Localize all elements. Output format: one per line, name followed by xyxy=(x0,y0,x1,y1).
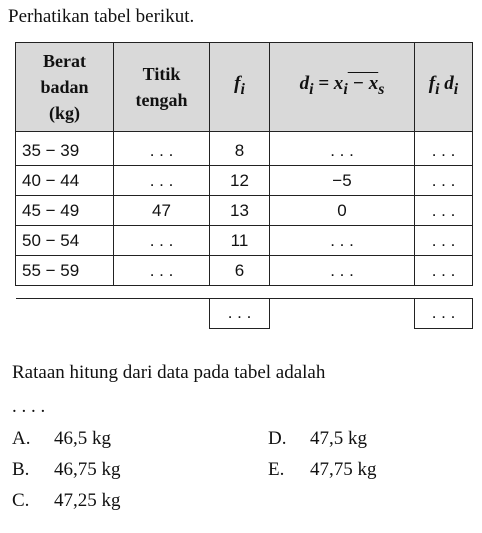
cell-deviation: 0 xyxy=(270,196,415,226)
table-header-row xyxy=(16,43,473,132)
spacer-cell xyxy=(415,286,473,299)
header-di-bar-sub: s xyxy=(378,80,385,98)
cell-fd: . . . xyxy=(415,196,473,226)
total-empty xyxy=(114,299,210,329)
total-empty xyxy=(16,299,114,329)
header-di-sub: i xyxy=(309,80,314,98)
header-line: badan xyxy=(40,77,89,97)
table-row xyxy=(16,256,473,286)
cell-midpoint: 47 xyxy=(114,196,210,226)
header-berat-badan xyxy=(16,43,114,132)
question-dots: . . . . xyxy=(12,396,46,417)
table-row xyxy=(16,226,473,256)
option-c[interactable] xyxy=(12,490,121,512)
table-row xyxy=(16,166,473,196)
header-di xyxy=(270,43,415,132)
option-text: 47,75 kg xyxy=(310,459,377,480)
cell-deviation: . . . xyxy=(270,256,415,286)
cell-frequency: 8 xyxy=(210,132,270,166)
cell-midpoint: . . . xyxy=(114,256,210,286)
header-titik-tengah xyxy=(114,43,210,132)
total-fd: . . . xyxy=(415,299,473,329)
option-b[interactable] xyxy=(12,459,121,481)
cell-deviation: . . . xyxy=(270,132,415,166)
table-total-row xyxy=(16,299,473,329)
option-a[interactable] xyxy=(12,428,111,450)
header-fidi-f: f xyxy=(428,73,436,95)
header-line: tengah xyxy=(135,90,188,110)
option-text: 46,75 kg xyxy=(54,459,121,480)
cell-frequency: 12 xyxy=(210,166,270,196)
cell-interval: 40 − 44 xyxy=(16,166,114,196)
table-spacer xyxy=(16,286,473,299)
cell-interval: 45 − 49 xyxy=(16,196,114,226)
table-row xyxy=(16,196,473,226)
frequency-table xyxy=(15,42,473,329)
header-fi-sub: i xyxy=(240,80,245,98)
header-fi-main: f xyxy=(234,73,241,95)
header-fidi-d-sub: i xyxy=(453,80,459,98)
option-e[interactable] xyxy=(268,459,377,481)
header-fidi xyxy=(415,43,473,132)
header-fi xyxy=(210,43,270,132)
cell-frequency: 13 xyxy=(210,196,270,226)
option-text: 47,25 kg xyxy=(54,490,121,511)
header-line: (kg) xyxy=(49,103,80,123)
spacer-cell xyxy=(270,286,415,299)
cell-fd: . . . xyxy=(415,166,473,196)
header-line: Titik xyxy=(142,64,181,84)
header-di-eq-sub: i xyxy=(343,80,348,98)
cell-deviation: −5 xyxy=(270,166,415,196)
intro-text: Perhatikan tabel berikut. xyxy=(8,6,195,27)
option-label: C. xyxy=(12,490,30,511)
cell-frequency: 6 xyxy=(210,256,270,286)
option-label: D. xyxy=(268,428,287,449)
cell-interval: 35 − 39 xyxy=(16,132,114,166)
option-text: 46,5 kg xyxy=(54,428,111,449)
cell-fd: . . . xyxy=(415,256,473,286)
total-empty xyxy=(270,299,415,329)
header-di-minus: − x xyxy=(347,73,379,95)
spacer-cell xyxy=(16,286,114,299)
cell-fd: . . . xyxy=(415,132,473,166)
total-frequency: . . . xyxy=(210,299,270,329)
cell-midpoint: . . . xyxy=(114,166,210,196)
cell-interval: 50 − 54 xyxy=(16,226,114,256)
question-text xyxy=(12,356,472,424)
header-fidi-d: d xyxy=(439,73,454,95)
cell-interval: 55 − 59 xyxy=(16,256,114,286)
cell-fd: . . . xyxy=(415,226,473,256)
option-label: A. xyxy=(12,428,31,449)
header-fidi-f-sub: i xyxy=(435,80,440,98)
cell-midpoint: . . . xyxy=(114,132,210,166)
cell-deviation: . . . xyxy=(270,226,415,256)
header-line: Berat xyxy=(43,51,86,71)
option-text: 47,5 kg xyxy=(310,428,367,449)
option-d[interactable] xyxy=(268,428,367,450)
table-row xyxy=(16,132,473,166)
header-di-main: d xyxy=(299,73,310,95)
header-di-eq: = x xyxy=(313,73,344,95)
option-label: B. xyxy=(12,459,30,480)
spacer-cell xyxy=(210,286,270,299)
spacer-cell xyxy=(114,286,210,299)
option-label: E. xyxy=(268,459,285,480)
cell-frequency: 11 xyxy=(210,226,270,256)
question-sentence: Rataan hitung dari data pada tabel adalah xyxy=(12,362,326,383)
cell-midpoint: . . . xyxy=(114,226,210,256)
